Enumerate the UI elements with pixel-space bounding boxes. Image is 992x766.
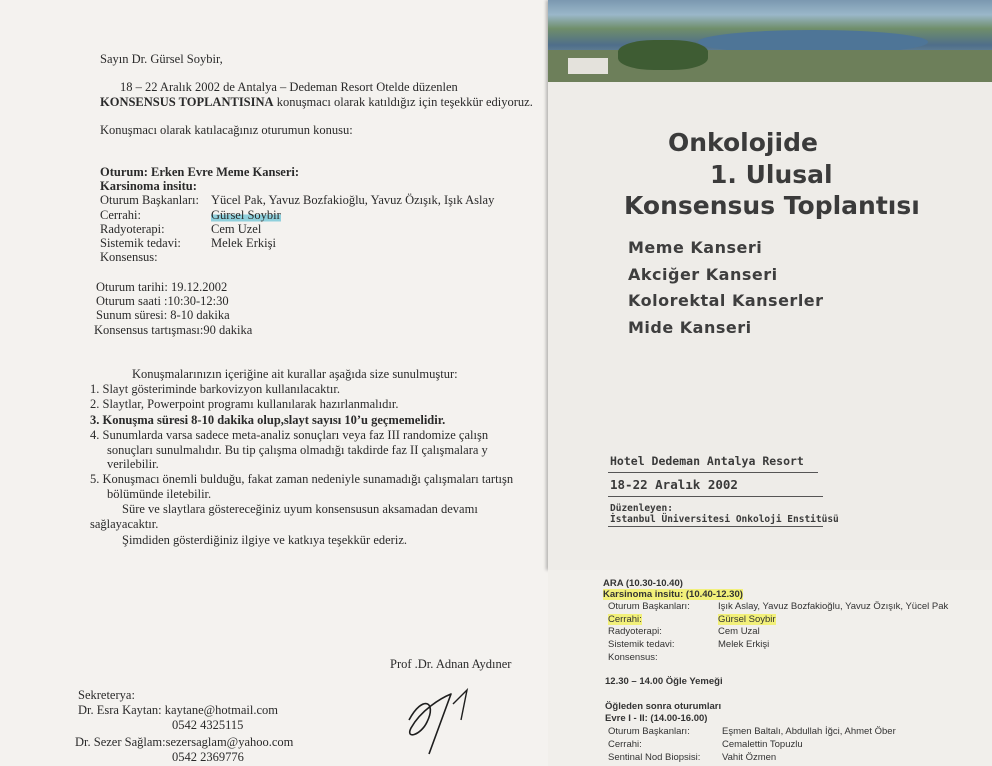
row-label: Oturum Başkanları: xyxy=(608,726,690,737)
secretary-contact: Dr. Sezer Sağlam:sezersaglam@yahoo.com xyxy=(75,735,294,749)
row-label: Cerrahi: xyxy=(100,208,141,222)
row-value: Işık Aslay, Yavuz Bozfakioğlu, Yavuz Özışık, Yücel Pak xyxy=(718,601,949,612)
closing-line: Süre ve slaytlara göstereceğiniz uyum konsensusun aksamadan devamı xyxy=(122,502,478,516)
row-label: Radyoterapi: xyxy=(100,222,165,236)
row-label-highlighted: Cerrahi: xyxy=(608,614,642,625)
consensus-duration: Konsensus tartışması:90 dakika xyxy=(94,323,253,337)
divider xyxy=(608,526,823,527)
divider xyxy=(608,496,823,497)
break-time: ARA (10.30-10.40) xyxy=(603,578,683,589)
meeting-dates: 18-22 Aralık 2002 xyxy=(610,477,738,492)
row-label: Sistemik tedavi: xyxy=(608,639,675,650)
session-date: Oturum tarihi: 19.12.2002 xyxy=(96,280,228,294)
topic-item: Meme Kanseri xyxy=(628,238,763,257)
topic-item: Mide Kanseri xyxy=(628,318,752,337)
rule-item-bold: 3. Konuşma süresi 8-10 dakika olup,slayt sayısı 10’u geçmemelidir. xyxy=(90,413,446,427)
closing-thanks: Şimdiden gösterdiğiniz ilgiye ve katkıya teşekkür ederiz. xyxy=(122,533,407,547)
row-value: Cem Uzal xyxy=(718,626,760,637)
row-label: Sistemik tedavi: xyxy=(100,236,181,250)
row-value: Melek Erkişi xyxy=(718,639,770,650)
row-value-highlighted: Gürsel Soybir xyxy=(211,208,281,222)
organizer: İstanbul Üniversitesi Onkoloji Enstitüsü xyxy=(610,514,839,525)
rules-intro: Konuşmalarınızın içeriğine ait kurallar aşağıda size sunulmuştur: xyxy=(132,367,458,381)
rule-item: 5. Konuşmacı önemli bulduğu, fakat zaman nedeniyle sunamadığı çalışmaları tartışn xyxy=(90,472,514,486)
venue: Hotel Dedeman Antalya Resort xyxy=(610,454,804,468)
row-value: Eşmen Baltalı, Abdullah İğci, Ahmet Öber xyxy=(722,726,896,737)
rule-item-cont: bölümünde iletebilir. xyxy=(107,487,212,501)
rule-item-cont: sonuçları sunulmalıdır. Bu tip çalışma olmadığı takdirde faz II çalışmalara y xyxy=(107,443,488,457)
row-label: Konsensus: xyxy=(608,652,658,663)
secretary-phone: 0542 2369776 xyxy=(172,750,244,764)
brochure-cover xyxy=(548,0,992,570)
rule-item: 2. Slaytlar, Powerpoint programı kullanılarak hazırlanmalıdır. xyxy=(90,397,399,411)
topic-item: Akciğer Kanseri xyxy=(628,265,778,284)
secretariat-label: Sekreterya: xyxy=(78,688,135,702)
brochure-title-line: Konsensus Toplantısı xyxy=(624,191,920,220)
afternoon-heading: Öğleden sonra oturumları xyxy=(605,701,722,712)
rule-item: 4. Sunumlarda varsa sadece meta-analiz sonuçları veya faz III randomize çalışn xyxy=(90,428,489,442)
row-label: Radyoterapi: xyxy=(608,626,662,637)
row-value: Cem Uzel xyxy=(211,222,262,236)
signature-image xyxy=(395,680,495,760)
topic-intro: Konuşmacı olarak katılacağınız oturumun konusu: xyxy=(100,123,353,137)
organizer-label: Düzenleyen: xyxy=(610,503,673,514)
row-value: Vahit Özmen xyxy=(722,752,777,763)
row-label: Cerrahi: xyxy=(608,739,642,750)
stage-heading: Evre I - II: (14.00-16.00) xyxy=(605,713,708,724)
row-label: Konsensus: xyxy=(100,250,158,264)
para1-rest: konuşmacı olarak katıldığız için teşekkür ediyoruz. xyxy=(273,95,533,109)
salutation: Sayın Dr. Gürsel Soybir, xyxy=(100,52,223,66)
presentation-duration: Sunum süresi: 8-10 dakika xyxy=(96,308,230,322)
rule-item-cont: verilebilir. xyxy=(107,457,159,471)
row-label: Sentinal Nod Biopsisi: xyxy=(608,752,701,763)
row-value: Cemalettin Topuzlu xyxy=(722,739,803,750)
session-title: Oturum: Erken Evre Meme Kanseri: xyxy=(100,165,300,179)
topic-item: Kolorektal Kanserler xyxy=(628,291,824,310)
row-value: Melek Erkişi xyxy=(211,236,276,250)
session-subtitle: Karsinoma insitu: xyxy=(100,179,197,193)
closing-line: sağlayacaktır. xyxy=(90,517,159,531)
program-page xyxy=(548,570,992,766)
row-label: Oturum Başkanları: xyxy=(100,193,199,207)
divider xyxy=(608,472,818,473)
rule-item: 1. Slayt gösteriminde barkovizyon kullanılacaktır. xyxy=(90,382,340,396)
row-label: Oturum Başkanları: xyxy=(608,601,690,612)
brochure-title-line: 1. Ulusal xyxy=(710,160,833,189)
signatory-name: Prof .Dr. Adnan Aydıner xyxy=(390,657,512,671)
lunch-break: 12.30 – 14.00 Öğle Yemeği xyxy=(605,676,723,687)
session-title-highlighted: Karsinoma insitu: (10.40-12.30) xyxy=(603,589,743,600)
para1-line2 xyxy=(100,95,533,110)
secretary-phone: 0542 4325115 xyxy=(172,718,244,732)
row-value-highlighted: Gürsel Soybir xyxy=(718,614,776,625)
session-time: Oturum saati :10:30-12:30 xyxy=(96,294,229,308)
resort-photo xyxy=(548,0,992,82)
secretary-contact: Dr. Esra Kaytan: kaytane@hotmail.com xyxy=(78,703,278,717)
brochure-title-line: Onkolojide xyxy=(668,128,818,157)
para1-line1: 18 – 22 Aralık 2002 de Antalya – Dedeman Resort Otelde düzenlen xyxy=(120,80,458,94)
row-value: Yücel Pak, Yavuz Bozfakioğlu, Yavuz Özışık, Işık Aslay xyxy=(211,193,495,207)
meeting-name: KONSENSUS TOPLANTISINA xyxy=(100,95,274,109)
